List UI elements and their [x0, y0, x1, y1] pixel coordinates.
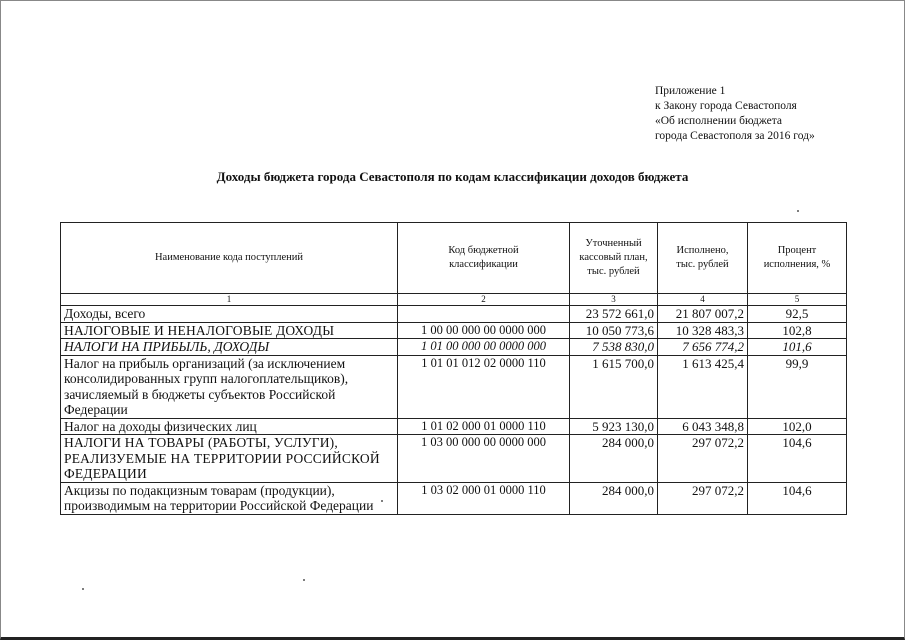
header-name: Наименование кода поступлений — [61, 223, 398, 294]
header-plan: Уточненный кассовый план, тыс. рублей — [570, 223, 658, 294]
scan-speck — [797, 210, 799, 212]
row-executed: 297 072,2 — [658, 435, 748, 483]
column-number: 1 — [61, 294, 398, 306]
scan-speck — [381, 500, 383, 502]
table-row — [61, 355, 847, 418]
row-code: 1 00 00 000 00 0000 000 — [398, 322, 570, 339]
row-percent: 101,6 — [748, 339, 847, 356]
row-code: 1 03 02 000 01 0000 110 — [398, 482, 570, 514]
table-row — [61, 435, 847, 483]
appendix-line: «Об исполнении бюджета — [655, 115, 783, 127]
row-plan: 284 000,0 — [570, 482, 658, 514]
row-code: 1 01 02 000 01 0000 110 — [398, 418, 570, 435]
row-code: 1 03 00 000 00 0000 000 — [398, 435, 570, 483]
row-percent: 104,6 — [748, 482, 847, 514]
row-executed: 21 807 007,2 — [658, 306, 748, 323]
scan-speck — [303, 579, 305, 581]
row-executed: 10 328 483,3 — [658, 322, 748, 339]
row-plan: 10 050 773,6 — [570, 322, 658, 339]
row-executed: 297 072,2 — [658, 482, 748, 514]
row-executed: 7 656 774,2 — [658, 339, 748, 356]
table-row — [61, 322, 847, 339]
row-executed: 1 613 425,4 — [658, 355, 748, 418]
row-code: 1 01 00 000 00 0000 000 — [398, 339, 570, 356]
row-name: Налог на доходы физических лиц — [61, 418, 398, 435]
row-code: 1 01 01 012 02 0000 110 — [398, 355, 570, 418]
row-percent: 92,5 — [748, 306, 847, 323]
table-row — [61, 482, 847, 514]
row-name: НАЛОГОВЫЕ И НЕНАЛОГОВЫЕ ДОХОДЫ — [61, 322, 398, 339]
appendix-line: к Закону города Севастополя — [655, 100, 797, 112]
row-percent: 102,0 — [748, 418, 847, 435]
row-name: НАЛОГИ НА ПРИБЫЛЬ, ДОХОДЫ — [61, 339, 398, 356]
appendix-note — [655, 84, 815, 144]
row-code — [398, 306, 570, 323]
column-number-row — [61, 294, 847, 306]
document-title: Доходы бюджета города Севастополя по кодам классификации доходов бюджета — [216, 169, 689, 184]
appendix-line: Приложение 1 — [655, 85, 726, 97]
row-plan: 5 923 130,0 — [570, 418, 658, 435]
header-percent: Процент исполнения, % — [748, 223, 847, 294]
table-header-row — [61, 223, 847, 294]
row-name: Акцизы по подакцизным товарам (продукции), производимым на территории Российской Федерации — [61, 482, 398, 514]
row-name: НАЛОГИ НА ТОВАРЫ (РАБОТЫ, УСЛУГИ), РЕАЛИЗУЕМЫЕ НА ТЕРРИТОРИИ РОССИЙСКОЙ ФЕДЕРАЦИИ — [61, 435, 398, 483]
row-percent: 104,6 — [748, 435, 847, 483]
row-percent: 99,9 — [748, 355, 847, 418]
column-number: 2 — [398, 294, 570, 306]
table-row — [61, 418, 847, 435]
row-name: Налог на прибыль организаций (за исключением консолидированных групп налогоплательщиков), зачисляемый в бюджеты субъектов Российской Федерации — [61, 355, 398, 418]
row-percent: 102,8 — [748, 322, 847, 339]
scan-speck — [82, 588, 84, 590]
table-row — [61, 339, 847, 356]
revenue-table — [60, 222, 847, 515]
table-row — [61, 306, 847, 323]
column-number: 5 — [748, 294, 847, 306]
column-number: 3 — [570, 294, 658, 306]
row-plan: 1 615 700,0 — [570, 355, 658, 418]
column-number: 4 — [658, 294, 748, 306]
row-executed: 6 043 348,8 — [658, 418, 748, 435]
row-plan: 23 572 661,0 — [570, 306, 658, 323]
header-executed: Исполнено, тыс. рублей — [658, 223, 748, 294]
row-plan: 7 538 830,0 — [570, 339, 658, 356]
appendix-line: города Севастополя за 2016 год» — [655, 130, 815, 142]
row-plan: 284 000,0 — [570, 435, 658, 483]
row-name: Доходы, всего — [61, 306, 398, 323]
header-code: Код бюджетной классификации — [398, 223, 570, 294]
